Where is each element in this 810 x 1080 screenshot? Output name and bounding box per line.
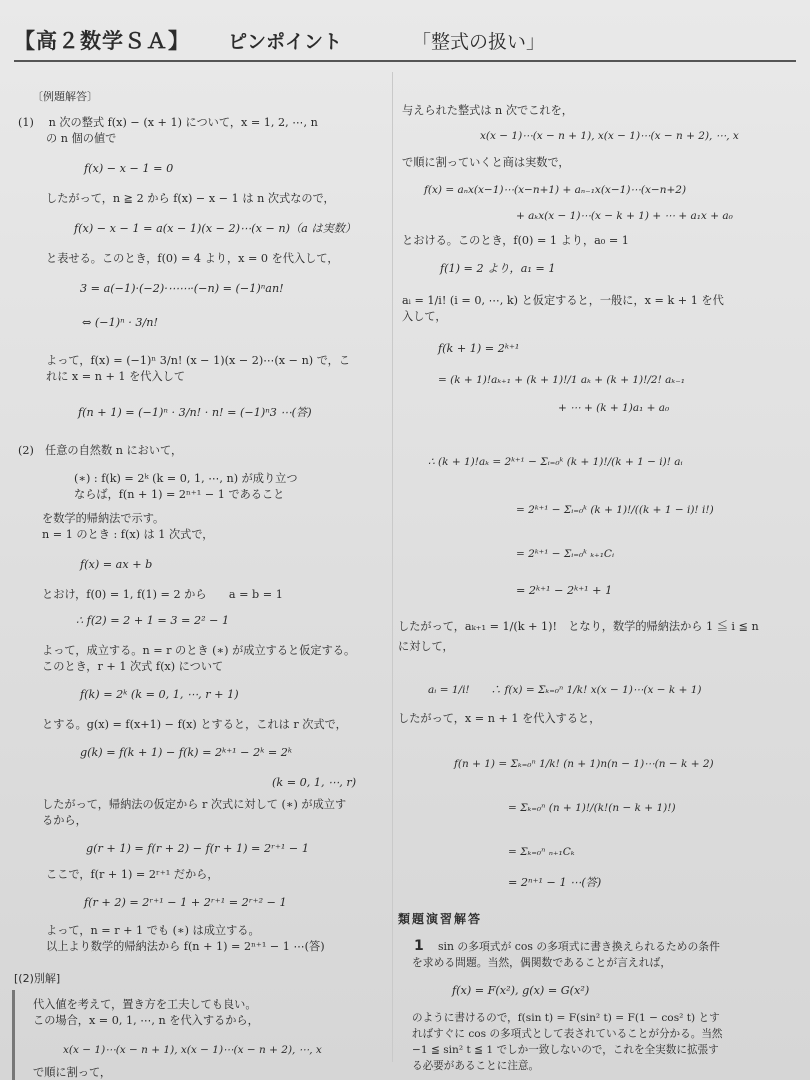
equation: + ⋯ + (k + 1)a₁ + a₀ <box>558 402 670 414</box>
topic-title: 「整式の扱い」 <box>412 30 546 53</box>
equation: aᵢ = 1/i! ∴ f(x) = Σₖ₌₀ⁿ 1/k! x(x − 1)⋯(x − k + 1) <box>428 684 702 696</box>
equation: ∴ (k + 1)!aₖ = 2ᵏ⁺¹ − Σᵢ₌₀ᵏ (k + 1)!/(k + 1 − i)! aᵢ <box>428 456 683 468</box>
exercise-line: −1 ≦ sin² t ≦ 1 でしか一致しないので，これを全実数に拡張す <box>412 1044 719 1056</box>
solution-line: (1) n 次の整式 f(x) − (x + 1) について，x = 1, 2, ⋯, n <box>18 116 318 129</box>
solution-line: したがって，aₖ₊₁ = 1/(k + 1)! となり，数学的帰納法から 1 ≦ i ≦ n <box>398 620 759 633</box>
exercise-line: ればすぐに cos の多項式として表されていることが分かる。当然 <box>412 1028 723 1040</box>
equation: = (k + 1)!aₖ₊₁ + (k + 1)!/1 aₖ + (k + 1)!/2! aₖ₋₁ <box>438 374 685 386</box>
solution-line: 与えられた整式は n 次でこれを， <box>402 104 573 117</box>
solution-line: よって，f(x) = (−1)ⁿ 3/n! (x − 1)(x − 2)⋯(x − n) で，こ <box>46 354 351 367</box>
alt-line: 代入値を考えて，置き方を工夫しても良い。 <box>33 998 257 1011</box>
equation: ∴ f(2) = 2 + 1 = 3 = 2² − 1 <box>76 614 230 627</box>
solution-line: るから， <box>42 814 87 827</box>
exercise-number: 1 <box>414 938 424 954</box>
solution-line: 以上より数学的帰納法から f(n + 1) = 2ⁿ⁺¹ − 1 ⋯(答) <box>46 940 325 953</box>
exercise-line: sin の多項式が cos の多項式に書き換えられるための条件 <box>438 940 720 953</box>
page-header <box>14 20 796 62</box>
solution-line: (2) 任意の自然数 n において， <box>18 444 183 457</box>
alternative-solution-box <box>12 990 391 1080</box>
solution-line: aᵢ = 1/i! (i = 0, ⋯, k) と仮定すると，一般に，x = k + 1 を代 <box>402 294 724 307</box>
solution-line: ここで，f(r + 1) = 2ʳ⁺¹ だから， <box>46 868 219 881</box>
equation: f(x) − x − 1 = a(x − 1)(x − 2)⋯(x − n)（a は実数） <box>74 222 357 235</box>
alt-line: で順に割って， <box>33 1066 112 1079</box>
equation: (k = 0, 1, ⋯, r) <box>272 776 357 789</box>
solution-line: に対して， <box>398 640 454 653</box>
solution-line: で順に割っていくと商は実数で， <box>402 156 570 169</box>
equation: x(x − 1)⋯(x − n + 1), x(x − 1)⋯(x − n + 2), ⋯, x <box>480 130 739 142</box>
solution-line: このとき，r + 1 次式 f(x) について <box>42 660 224 673</box>
equation: f(x) = aₙx(x−1)⋯(x−n+1) + aₙ₋₁x(x−1)⋯(x−n+2) <box>424 184 687 196</box>
solution-line: 入して， <box>402 310 447 323</box>
solution-line: したがって，n ≧ 2 から f(x) − x − 1 は n 次式なので， <box>46 192 335 205</box>
equation: = 2ᵏ⁺¹ − Σᵢ₌₀ᵏ (k + 1)!/((k + 1 − i)! i!) <box>516 504 714 516</box>
solution-line: とおけ，f(0) = 1, f(1) = 2 から a = b = 1 <box>42 588 283 601</box>
section-label: 〔例題解答〕 <box>32 90 98 103</box>
equation: = 2ᵏ⁺¹ − Σᵢ₌₀ᵏ ₖ₊₁Cᵢ <box>516 548 615 560</box>
equation: f(x) − x − 1 = 0 <box>84 162 174 175</box>
solution-line: よって，n = r + 1 でも (∗) は成立する。 <box>46 924 260 937</box>
alternative-solution-label: [(2)別解] <box>14 972 61 985</box>
worksheet-kind: ピンポイント <box>228 30 343 53</box>
solution-line: とおける。このとき，f(0) = 1 より，a₀ = 1 <box>402 234 629 247</box>
equation: g(r + 1) = f(r + 2) − f(r + 1) = 2ʳ⁺¹ − 1 <box>86 842 309 855</box>
equation: + aₖx(x − 1)⋯(x − k + 1) + ⋯ + a₁x + a₀ <box>516 210 733 222</box>
exercise-line: のように書けるので，f(sin t) = F(sin² t) = F(1 − cos² t) とす <box>412 1012 720 1024</box>
solution-line: (∗) : f(k) = 2ᵏ (k = 0, 1, ⋯, n) が成り立つ <box>74 472 298 485</box>
equation: = Σₖ₌₀ⁿ (n + 1)!/(k!(n − k + 1)!) <box>508 802 676 814</box>
equation: f(x) = ax + b <box>80 558 153 571</box>
alt-equation: x(x − 1)⋯(x − n + 1), x(x − 1)⋯(x − n + 2), ⋯, x <box>63 1044 322 1056</box>
solution-line: と表せる。このとき，f(0) = 4 より，x = 0 を代入して， <box>46 252 339 265</box>
equation: f(k + 1) = 2ᵏ⁺¹ <box>438 342 520 355</box>
equation: 3 = a(−1)·(−2)·⋯⋯·(−n) = (−1)ⁿan! <box>80 282 284 295</box>
equation: = Σₖ₌₀ⁿ ₙ₊₁Cₖ <box>508 846 575 858</box>
equation: f(k) = 2ᵏ (k = 0, 1, ⋯, r + 1) <box>80 688 239 701</box>
equation: f(n + 1) = Σₖ₌₀ⁿ 1/k! (n + 1)n(n − 1)⋯(n − k + 2) <box>454 758 714 770</box>
equation: f(n + 1) = (−1)ⁿ · 3/n! · n! = (−1)ⁿ3 ⋯(答) <box>78 406 312 419</box>
solution-line: の n 個の値で <box>46 132 117 145</box>
equation: ⇔ (−1)ⁿ · 3/n! <box>82 316 158 329</box>
exercise-line: を求める問題。当然，偶関数であることが言えれば， <box>412 956 672 969</box>
solution-line: とする。g(x) = f(x+1) − f(x) とすると，これは r 次式で， <box>42 718 347 731</box>
equation: = 2ⁿ⁺¹ − 1 ⋯(答) <box>508 876 602 889</box>
equation: = 2ᵏ⁺¹ − 2ᵏ⁺¹ + 1 <box>516 584 613 597</box>
solution-line: したがって，x = n + 1 を代入すると， <box>398 712 601 725</box>
solution-line: したがって，帰納法の仮定から r 次式に対して (∗) が成立す <box>42 798 347 811</box>
column-divider <box>392 72 393 1062</box>
solution-line: を数学的帰納法で示す。 <box>42 512 165 525</box>
equation: f(1) = 2 より，a₁ = 1 <box>440 262 556 275</box>
equation: f(x) = F(x²), g(x) = G(x²) <box>452 984 590 997</box>
solution-line: れに x = n + 1 を代入して <box>46 370 186 383</box>
equation: f(r + 2) = 2ʳ⁺¹ − 1 + 2ʳ⁺¹ = 2ʳ⁺² − 1 <box>84 896 287 909</box>
exercise-section-title: 類題演習解答 <box>398 912 483 926</box>
alt-line: この場合，x = 0, 1, ⋯, n を代入するから， <box>33 1014 259 1027</box>
exercise-line: る必要があることに注意。 <box>412 1060 540 1072</box>
solution-line: よって，成立する。n = r のとき (∗) が成立すると仮定する。 <box>42 644 356 657</box>
solution-line: n = 1 のとき : f(x) は 1 次式で， <box>42 528 214 541</box>
course-title: 【高２数学ＳＡ】 <box>14 29 190 53</box>
solution-line: ならば，f(n + 1) = 2ⁿ⁺¹ − 1 であること <box>74 488 285 501</box>
equation: g(k) = f(k + 1) − f(k) = 2ᵏ⁺¹ − 2ᵏ = 2ᵏ <box>80 746 292 759</box>
